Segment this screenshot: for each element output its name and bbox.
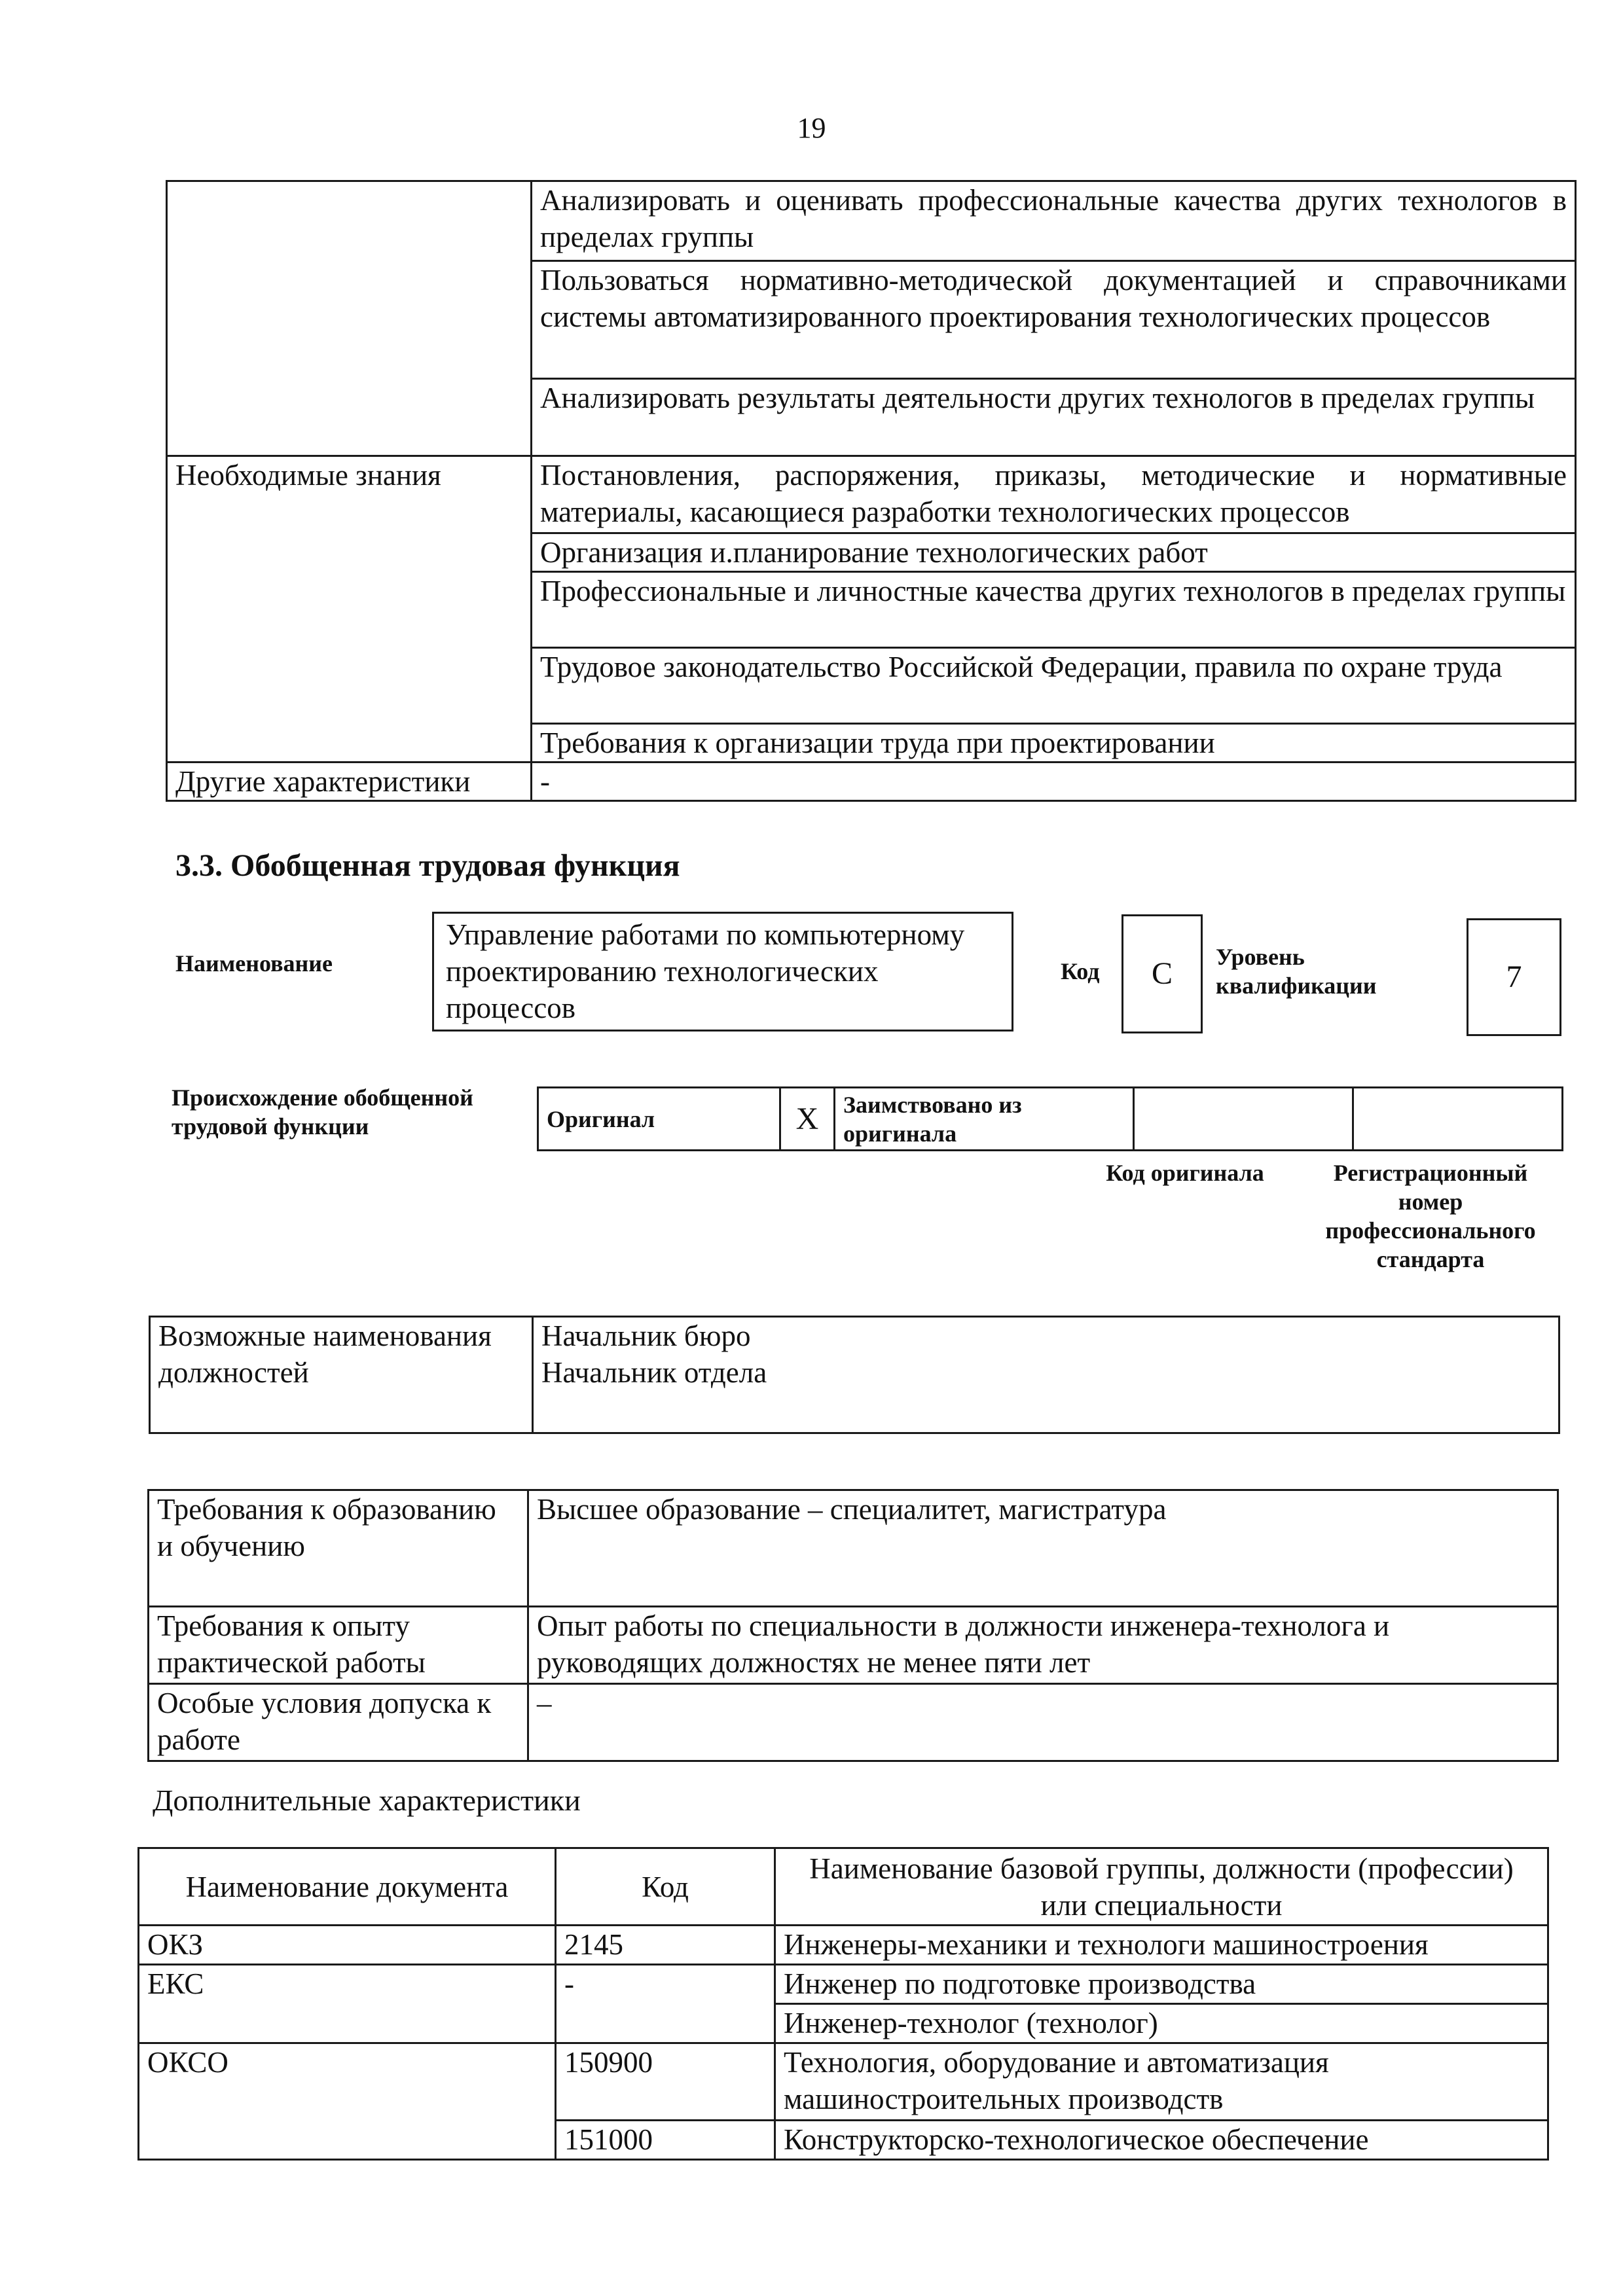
requirement-value: Высшее образование – специалитет, магистратура — [528, 1490, 1558, 1607]
original-mark: Х — [780, 1088, 835, 1151]
knowledge-row: Организация и.планирование технологических работ — [532, 533, 1576, 572]
level-label: Уровень квалификации — [1216, 944, 1377, 999]
skills-knowledge-table — [166, 180, 1577, 802]
name-label: Наименование — [175, 950, 333, 977]
header-name: Наименование базовой группы, должности (профессии) или специальности — [775, 1848, 1548, 1926]
other-label: Другие характеристики — [167, 762, 532, 801]
positions-table — [149, 1316, 1560, 1434]
name-value: Управление работами по компьютерному проектированию технологических процессов — [432, 912, 1013, 1031]
requirement-value: – — [528, 1684, 1558, 1761]
skill-row: Анализировать и оценивать профессиональные качества других технологов в пределах группы — [532, 181, 1576, 261]
code-okso: 151000 — [556, 2121, 775, 2160]
requirement-value: Опыт работы по специальности в должности инженера-технолога и руководящих должностях не менее пяти лет — [528, 1607, 1558, 1684]
knowledge-row: Требования к организации труда при проектировании — [532, 724, 1576, 762]
position-item: Начальник бюро — [541, 1319, 751, 1352]
code-original-caption: Код оригинала — [1106, 1160, 1264, 1186]
header-code: Код — [556, 1848, 775, 1926]
skill-row: Пользоваться нормативно-методической документацией и справочниками системы автоматизированного проектирования технологических процессов — [532, 261, 1576, 379]
knowledge-row: Профессиональные и личностные качества других технологов в пределах группы — [532, 572, 1576, 648]
code-okso: 150900 — [556, 2043, 775, 2121]
doc-okso: ОКСО — [139, 2043, 556, 2160]
code-okz: 2145 — [556, 1926, 775, 1965]
empty-label-cell — [167, 181, 532, 456]
doc-eks: ЕКС — [139, 1965, 556, 2043]
name-eks: Инженер по подготовке производства — [775, 1965, 1548, 2004]
reg-number-caption: Регистрационный номер профессионального стандарта — [1325, 1160, 1536, 1272]
code-eks: - — [556, 1965, 775, 2043]
skill-row: Анализировать результаты деятельности других технологов в пределах группы — [532, 379, 1576, 456]
header-doc: Наименование документа — [139, 1848, 556, 1926]
other-value: - — [532, 762, 1576, 801]
name-okso: Технология, оборудование и автоматизация машиностроительных производств — [775, 2043, 1548, 2121]
position-item: Начальник отдела — [541, 1356, 767, 1389]
doc-okz: ОКЗ — [139, 1926, 556, 1965]
original-label: Оригинал — [538, 1088, 780, 1151]
requirement-label: Требования к образованию и обучению — [149, 1490, 528, 1607]
page-number: 19 — [797, 112, 826, 144]
origin-table — [537, 1086, 1563, 1151]
requirement-label: Особые условия допуска к работе — [149, 1684, 528, 1761]
knowledge-row: Трудовое законодательство Российской Федерации, правила по охране труда — [532, 648, 1576, 724]
name-okz: Инженеры-механики и технологи машиностроения — [775, 1926, 1548, 1965]
positions-label: Возможные наименования должностей — [150, 1317, 533, 1433]
additional-title: Дополнительные характеристики — [153, 1784, 581, 1817]
additional-table — [137, 1847, 1549, 2161]
code-original-cell — [1134, 1088, 1353, 1151]
code-value: С — [1122, 914, 1203, 1033]
origin-label: Происхождение обобщенной трудовой функции — [172, 1085, 473, 1139]
requirement-label: Требования к опыту практической работы — [149, 1607, 528, 1684]
name-okso: Конструкторско-технологическое обеспечение — [775, 2121, 1548, 2160]
level-value: 7 — [1467, 918, 1561, 1036]
knowledge-row: Постановления, распоряжения, приказы, методические и нормативные материалы, касающиеся разработки технологических процессов — [532, 456, 1576, 533]
name-eks: Инженер-технолог (технолог) — [775, 2004, 1548, 2043]
borrowed-label: Заимствовано из оригинала — [835, 1088, 1134, 1151]
positions-values — [533, 1317, 1559, 1433]
knowledge-label: Необходимые знания — [167, 456, 532, 762]
section-title: 3.3. Обобщенная трудовая функция — [175, 848, 680, 883]
requirements-table — [147, 1489, 1559, 1762]
code-label: Код — [1061, 958, 1100, 984]
reg-number-cell — [1353, 1088, 1563, 1151]
